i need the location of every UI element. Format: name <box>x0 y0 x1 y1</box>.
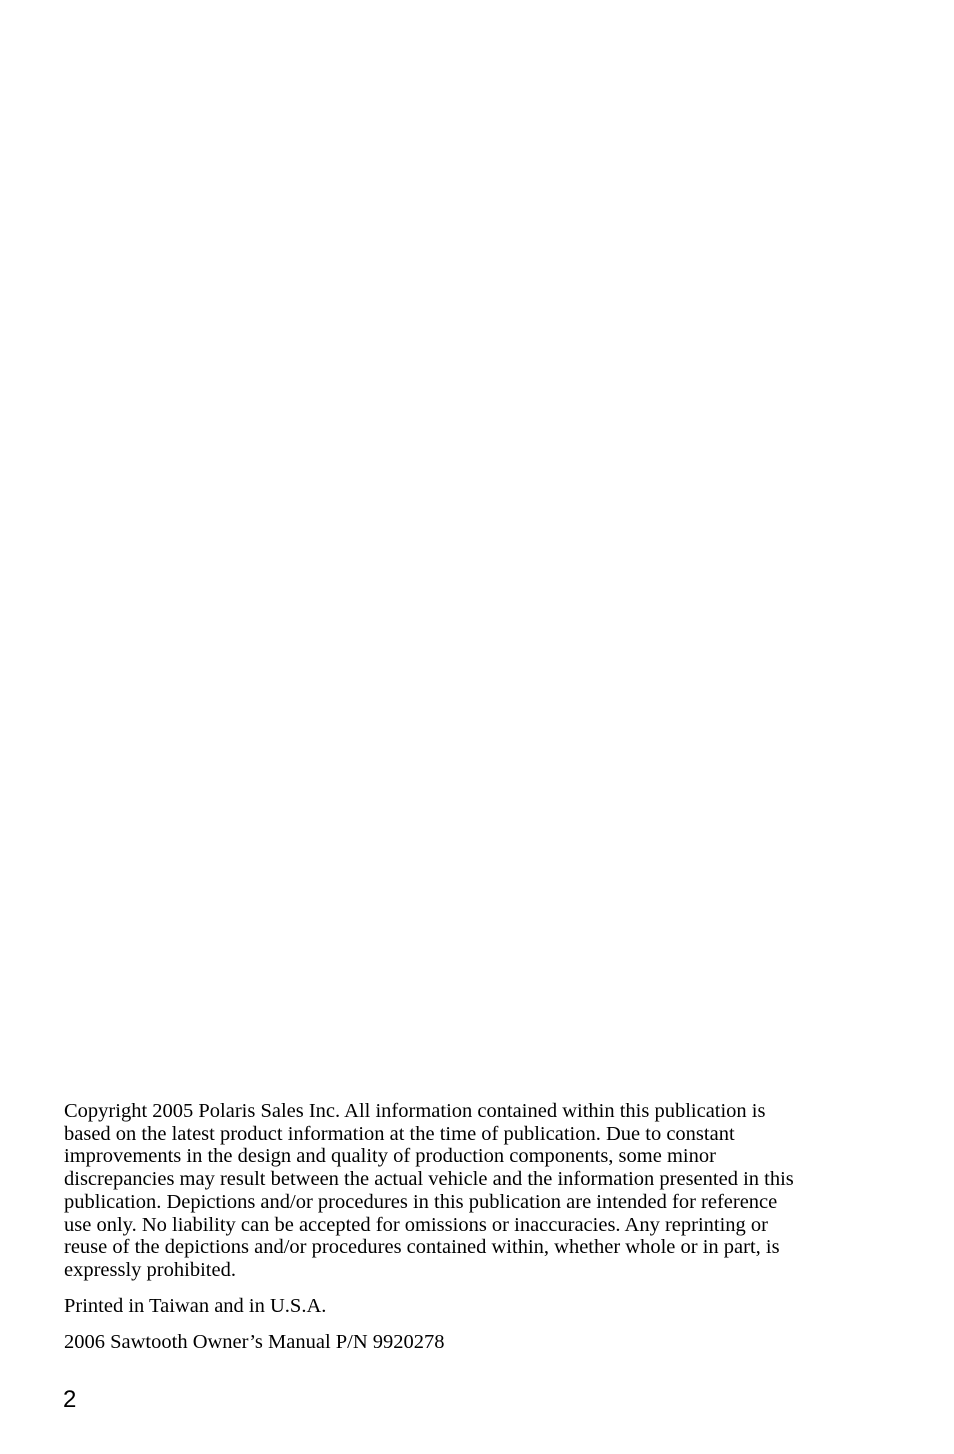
copyright-line: based on the latest product information at the time of publication. Due to constant <box>64 1122 735 1145</box>
page-number: 2 <box>63 1386 77 1413</box>
copyright-line: use only. No liability can be accepted for omissions or inaccuracies. Any reprinting or <box>64 1213 769 1236</box>
copyright-line: discrepancies may result between the actual vehicle and the information presented in this <box>64 1168 794 1191</box>
manual-part-number: 2006 Sawtooth Owner’s Manual P/N 9920278 <box>64 1331 445 1353</box>
copyright-line: improvements in the design and quality of production components, some minor <box>64 1145 716 1168</box>
copyright-line: reuse of the depictions and/or procedures contained within, whether whole or in part, is <box>64 1236 780 1259</box>
copyright-line: Copyright 2005 Polaris Sales Inc. All information contained within this publication is <box>64 1100 766 1122</box>
copyright-notice <box>64 1100 874 1282</box>
copyright-line: publication. Depictions and/or procedures in this publication are intended for reference <box>64 1190 778 1213</box>
copyright-line: expressly prohibited. <box>64 1258 236 1281</box>
printed-location: Printed in Taiwan and in U.S.A. <box>64 1295 327 1317</box>
